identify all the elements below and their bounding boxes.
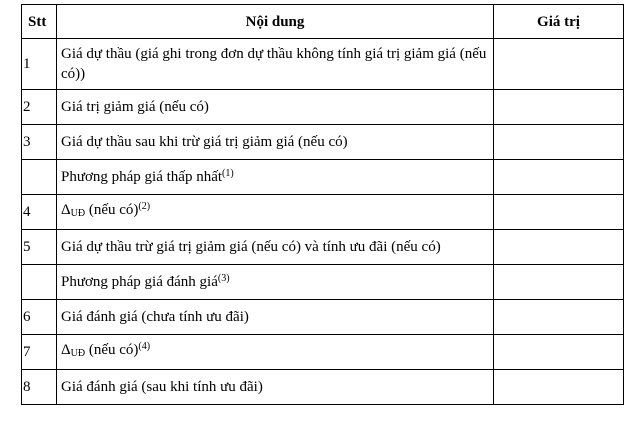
table-header-row: [22, 5, 624, 39]
row-content: Giá dự thầu sau khi trừ giá trị giảm giá (nếu có): [57, 125, 494, 160]
delta-symbol: Δ: [61, 342, 71, 358]
row-value: [494, 300, 624, 335]
row-content-text: (nếu có): [85, 202, 139, 218]
table-row: [22, 300, 624, 335]
row-content: Giá dự thầu (giá ghi trong đơn dự thầu không tính giá trị giảm giá (nếu có)): [57, 39, 494, 90]
delta-subscript: UĐ: [70, 208, 86, 219]
row-content: Giá trị giảm giá (nếu có): [57, 90, 494, 125]
table-row: [22, 90, 624, 125]
row-value: [494, 265, 624, 300]
row-stt: 4: [22, 195, 57, 230]
row-value: [494, 370, 624, 405]
row-content: Giá đánh giá (chưa tính ưu đãi): [57, 300, 494, 335]
row-stt: 7: [22, 335, 57, 370]
header-stt: Stt: [22, 5, 57, 39]
row-content: [57, 265, 494, 300]
footnote-ref: (4): [138, 341, 151, 352]
header-value: Giá trị: [494, 5, 624, 39]
row-content-text: (nếu có): [85, 342, 139, 358]
delta-subscript: UĐ: [70, 348, 86, 359]
header-content: Nội dung: [57, 5, 494, 39]
row-value: [494, 125, 624, 160]
row-content: [57, 195, 494, 230]
evaluation-table: [21, 4, 624, 405]
footnote-ref: (1): [222, 168, 234, 179]
table-row: [22, 370, 624, 405]
row-stt: 5: [22, 230, 57, 265]
table-row: [22, 195, 624, 230]
footnote-ref: (2): [138, 201, 151, 212]
row-stt: [22, 265, 57, 300]
row-content: [57, 160, 494, 195]
table-row: [22, 265, 624, 300]
row-value: [494, 335, 624, 370]
row-content: Giá dự thầu trừ giá trị giảm giá (nếu có) và tính ưu đãi (nếu có): [57, 230, 494, 265]
row-value: [494, 39, 624, 90]
footnote-ref: (3): [217, 273, 230, 284]
table-row: [22, 230, 624, 265]
row-content: Giá đánh giá (sau khi tính ưu đãi): [57, 370, 494, 405]
table-row: [22, 160, 624, 195]
row-stt: 6: [22, 300, 57, 335]
row-content-text: Phương pháp giá thấp nhất: [61, 169, 223, 185]
row-value: [494, 90, 624, 125]
row-value: [494, 230, 624, 265]
row-stt: [22, 160, 57, 195]
row-value: [494, 160, 624, 195]
delta-symbol: Δ: [61, 202, 71, 218]
row-stt: 3: [22, 125, 57, 160]
table-row: [22, 335, 624, 370]
row-stt: 2: [22, 90, 57, 125]
row-stt: 8: [22, 370, 57, 405]
table-row: [22, 39, 624, 90]
row-content: [57, 335, 494, 370]
table-row: [22, 125, 624, 160]
row-content-text: Phương pháp giá đánh giá: [61, 274, 218, 290]
row-stt: 1: [22, 39, 57, 90]
row-value: [494, 195, 624, 230]
